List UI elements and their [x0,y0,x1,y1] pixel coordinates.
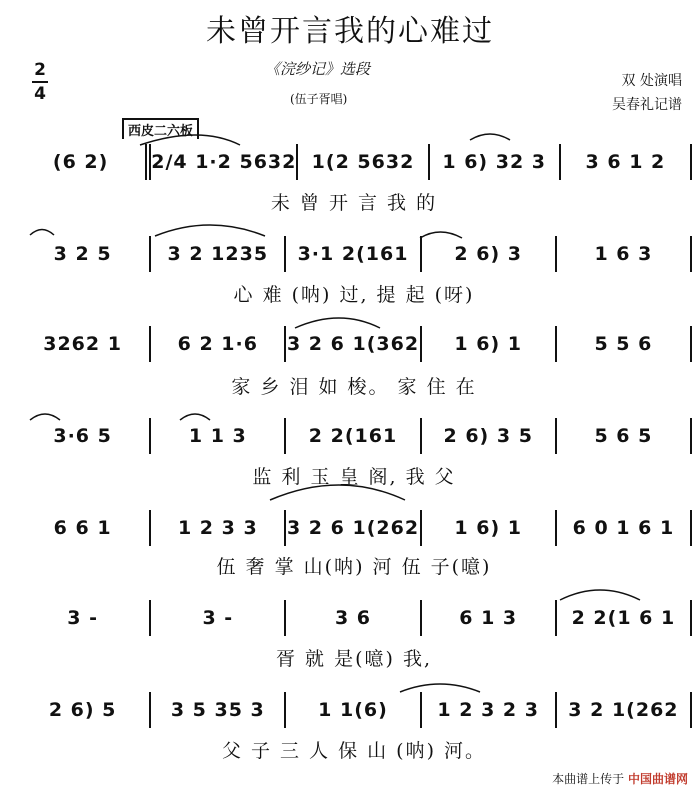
measure: 1 6 3 [594,243,653,265]
staff-line-2 [16,228,692,268]
time-signature-top: 2 [34,60,46,80]
site-logo: 中国曲谱网 [627,772,688,786]
measure: 3262 1 [43,333,122,355]
measure: 6 0 1 6 1 [572,517,675,539]
performer-credit: 双 处演唱 [621,73,682,89]
measure: 5 5 6 [594,333,653,355]
lyrics-line-1 [16,188,692,215]
measure: 3·1 2(161 [297,243,409,265]
lyrics-line-4 [16,462,692,489]
banqiang-mode-label: 西皮二六板 [122,118,199,139]
measure: 6 2 1·6 [177,333,258,355]
score-subtitle: 《浣纱记》选段 [265,60,371,78]
lyrics-text: 父 子 三 人 保 山 (呐) 河。 [221,740,487,762]
lyrics-text: 伍 奢 掌 山(呐) 河 伍 子(噫) [216,556,492,578]
measure: 1 6) 1 [454,517,522,539]
lyrics-text: 胥 就 是(噫) 我, [276,648,432,670]
staff-line-4 [16,410,692,450]
measure: 6 1 3 [459,607,518,629]
measure: 2 2(1 6 1 [571,607,676,629]
staff-line-5 [16,502,692,542]
measure: 1 6) 1 [454,333,522,355]
measure: 5 6 5 [594,425,653,447]
measure: 3 - [67,607,98,629]
lyrics-line-5 [16,552,692,579]
measure: 3 2 1235 [167,243,269,265]
measure: 6 6 1 [53,517,112,539]
measure: 3 6 1 2 [585,151,666,173]
measure: 3 2 1(262 [568,699,679,721]
staff-line-7 [16,684,692,724]
measure: 3 2 6 1(362 [286,333,420,355]
measure: 1 2 3 3 [177,517,258,539]
measure: 2/4 1·2 5632 [151,151,297,173]
footer-text: 本曲谱上传于 [552,772,625,786]
lyrics-line-2 [16,280,692,307]
measure: 3 6 [334,607,372,629]
measure: 1 2 3 2 3 [437,699,539,721]
measure: 3 2 6 1(262 [286,517,420,539]
measure: 2 6) 3 [454,243,522,265]
measure: 1 1 3 [188,425,247,447]
measure: (6 2) [52,151,109,173]
measure: 2 6) 3 5 [443,425,533,447]
measure: 1 6) 32 3 [442,151,547,173]
measure: 1(2 5632 [311,151,415,173]
time-signature-bottom: 4 [34,84,46,104]
footer-credit [552,770,688,787]
lyrics-line-3 [16,372,692,399]
staff-line-1 [16,136,692,176]
transcriber-credit: 吴春礼记谱 [612,97,682,113]
measure: 1 1(6) [318,699,388,721]
lyrics-text: 监 利 玉 皇 阁, 我 父 [252,466,456,488]
lyrics-text: 家 乡 泪 如 梭。 家 住 在 [231,376,477,398]
measure: 2 2(161 [308,425,398,447]
lyrics-line-7 [16,736,692,763]
score-title: 未曾开言我的心难过 [206,14,494,49]
measure: 2 6) 5 [48,699,117,721]
measure: 3 2 5 [53,243,112,265]
lyrics-line-6 [16,644,692,671]
staff-line-3 [16,318,692,358]
staff-line-6 [16,592,692,632]
lyrics-text: 未 曾 开 言 我 的 [270,192,438,214]
measure: 3·6 5 [53,425,112,447]
singer-role: (伍子胥唱) [290,92,348,106]
lyrics-text: 心 难 (呐) 过, 提 起 (呀) [233,284,475,306]
measure: 3 - [202,607,234,629]
measure: 3 5 35 3 [170,699,265,721]
time-signature [32,60,48,104]
